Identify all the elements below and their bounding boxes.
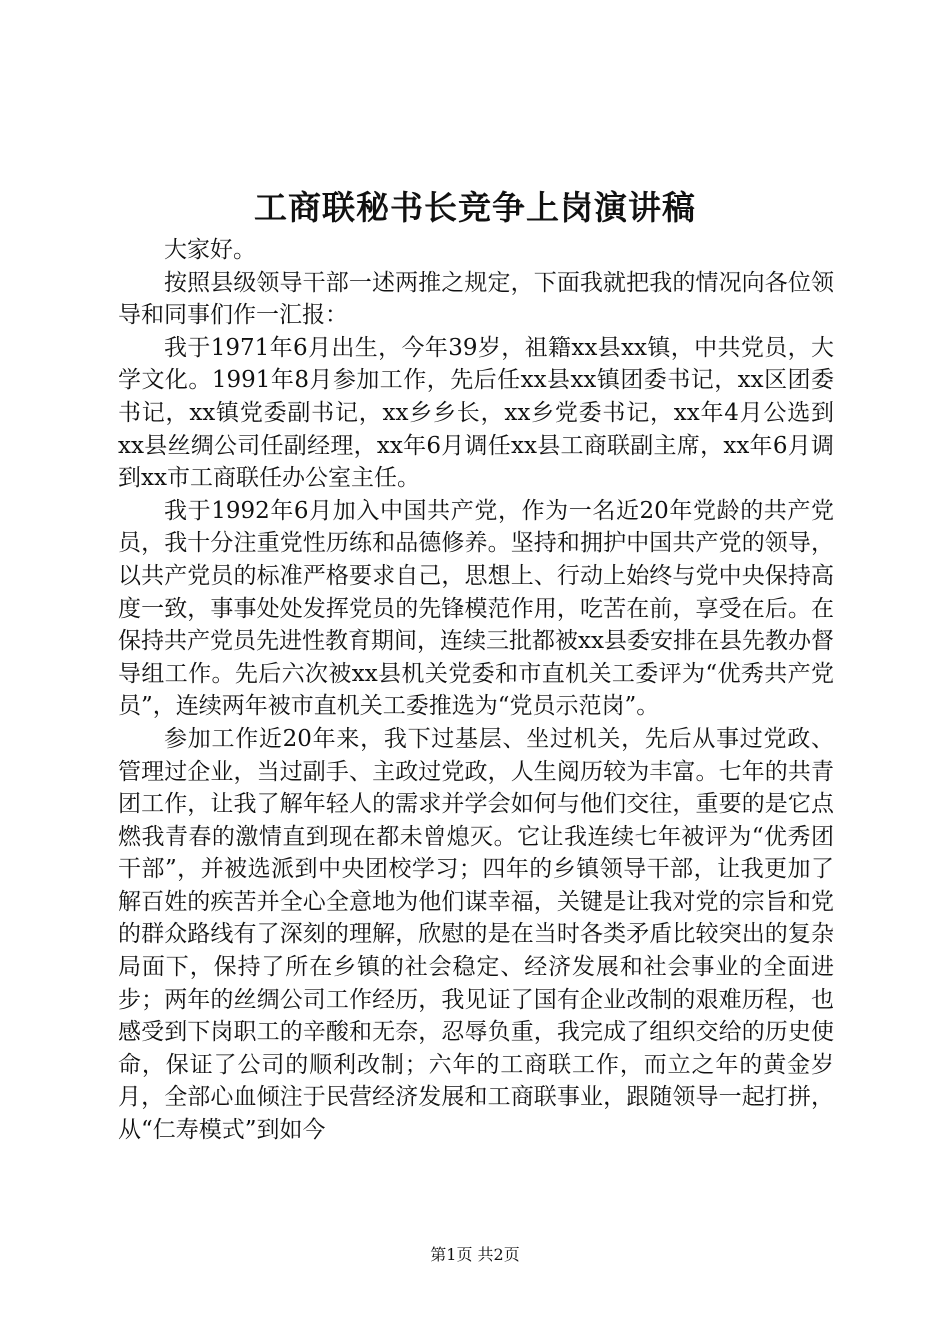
paragraph-party-membership: 我于1992年6月加入中国共产党，作为一名近20年党龄的共产党员，我十分注重党性历练和品德修养。坚持和拥护中国共产党的领导，以共产党员的标准严格要求自己，思想上、行动上始终与党中央保持高度一致，事事处处发挥党员的先锋模范作用，吃苦在前，享受在后。在保持共产党员先进性教育期间，连续三批都被xx县委安排在县先教办督导组工作。先后六次被xx县机关党委和市直机关工委评为“优秀共产党员”，连续两年被市直机关工委推选为“党员示范岗”。	[118, 497, 834, 720]
paragraph-background: 我于1971年6月出生，今年39岁，祖籍xx县xx镇，中共党员，大学文化。1991年8月参加工作，先后任xx县xx镇团委书记，xx区团委书记，xx镇党委副书记，xx乡乡长，xx乡党委书记，xx年4月公选到xx县丝绸公司任副经理，xx年6月调任xx县工商联副主席，xx年6月调到xx市工商联任办公室主任。	[118, 334, 834, 492]
document-title: 工商联秘书长竞争上岗演讲稿	[254, 188, 696, 227]
document-body	[118, 234, 834, 1147]
paragraph-intro: 按照县级领导干部一述两推之规定，下面我就把我的情况向各位领导和同事们作一汇报：	[118, 269, 834, 329]
page-footer: 第1页 共2页	[430, 1245, 520, 1264]
paragraph-greeting: 大家好。	[164, 237, 256, 263]
paragraph-work-experience: 参加工作近20年来，我下过基层、坐过机关，先后从事过党政、管理过企业，当过副手、主政过党政，人生阅历较为丰富。七年的共青团工作，让我了解年轻人的需求并学会如何与他们交往，重要的是它点燃我青春的激情直到现在都未曾熄灭。它让我连续七年被评为“优秀团干部”，并被选派到中央团校学习；四年的乡镇领导干部，让我更加了解百姓的疾苦并全心全意地为他们谋幸福，关键是让我对党的宗旨和党的群众路线有了深刻的理解，欣慰的是在当时各类矛盾比较突出的复杂局面下，保持了所在乡镇的社会稳定、经济发展和社会事业的全面进步；两年的丝绸公司工作经历，我见证了国有企业改制的艰难历程，也感受到下岗职工的辛酸和无奈，忍辱负重，我完成了组织交给的历史使命，保证了公司的顺利改制；六年的工商联工作，而立之年的黄金岁月，全部心血倾注于民营经济发展和工商联事业，跟随领导一起打拼，从“仁寿模式”到如今	[118, 725, 834, 1144]
